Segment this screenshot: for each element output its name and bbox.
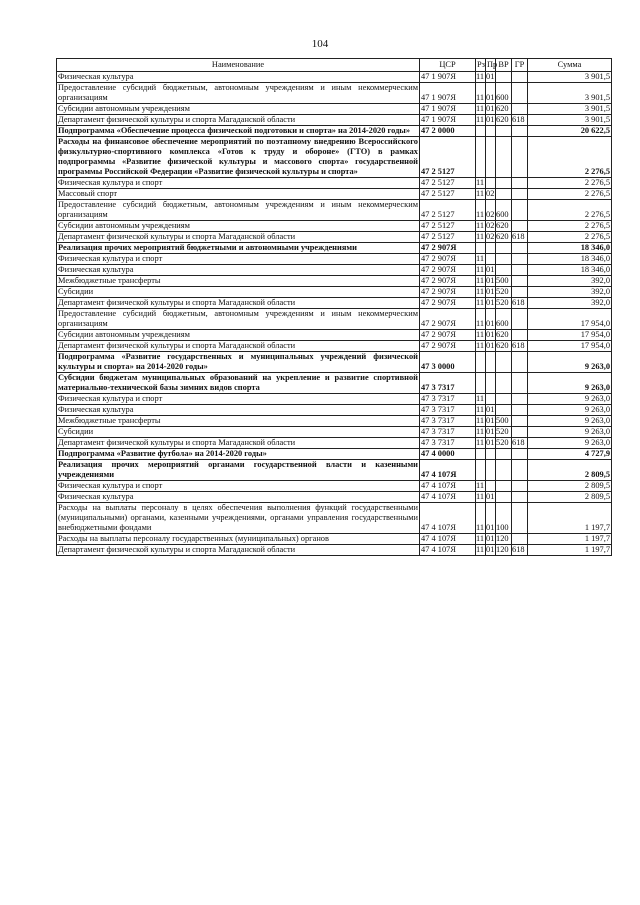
cell-name: Реализация прочих мероприятий бюджетными и автономными учреждениями	[57, 243, 420, 254]
cell-gr	[512, 137, 528, 178]
table-row	[57, 243, 612, 254]
cell-pr: 01	[486, 298, 495, 307]
cell-csr: 47 1 907Я	[420, 115, 476, 126]
cell-sum: 392,0	[528, 276, 612, 287]
table-row	[57, 427, 612, 438]
cell-pr	[486, 254, 496, 265]
page-number: 104	[311, 38, 329, 50]
cell-pr: 01	[486, 341, 495, 350]
cell-gr	[512, 72, 528, 83]
cell-name: Департамент физической культуры и спорта Магаданской области	[57, 438, 420, 449]
cell-csr: 47 3 7317	[420, 405, 476, 416]
cell-csr: 47 3 7317	[420, 394, 476, 405]
cell-name: Подпрограмма «Обеспечение процесса физической подготовки и спорта» на 2014-2020 годы»	[57, 126, 420, 137]
cell-pr	[486, 243, 496, 254]
cell-rz: 11	[476, 427, 485, 436]
cell-csr: 47 2 907Я	[420, 243, 476, 254]
cell-sum: 3 901,5	[528, 72, 612, 83]
cell-vr	[496, 405, 512, 416]
cell-csr: 47 4 0000	[420, 449, 476, 460]
cell-rz: 11	[476, 265, 485, 274]
column-header-vr: ВР	[496, 59, 512, 72]
cell-vr: 620	[496, 232, 512, 243]
column-header-gr: ГР	[512, 59, 528, 72]
cell-sum: 2 276,5	[528, 189, 612, 200]
cell-csr: 47 2 0000	[420, 126, 476, 137]
cell-rz: 11	[476, 492, 485, 501]
table-row	[57, 83, 612, 104]
cell-gr	[512, 126, 528, 137]
table-row	[57, 189, 612, 200]
cell-name: Расходы на финансовое обеспечение мероприятий по поэтапному внедрению Всероссийского физкультурно-спортивного комплекса «Готов к труду и обороне» (ГТО) в рамках подпрограммы «Развитие физической культуры и массового спорта» государственной программы Российской Федерации «Развитие физической культуры и спорта»	[58, 137, 418, 176]
cell-gr	[512, 265, 528, 276]
cell-csr: 47 2 907Я	[420, 309, 476, 330]
cell-vr: 620	[496, 221, 512, 232]
cell-rz: 11	[476, 83, 486, 104]
table-row	[57, 545, 612, 556]
cell-gr	[512, 394, 528, 405]
cell-sum: 392,0	[528, 298, 612, 309]
table-row	[57, 438, 612, 449]
cell-vr: 620	[496, 115, 512, 126]
cell-rz: 11	[476, 503, 486, 534]
cell-sum: 18 346,0	[528, 265, 612, 276]
cell-pr: 01	[486, 545, 495, 554]
cell-gr	[512, 373, 528, 394]
cell-csr: 47 2 907Я	[420, 265, 476, 276]
table-row	[57, 232, 612, 243]
cell-rz	[476, 243, 486, 254]
cell-vr: 120	[496, 545, 512, 556]
cell-pr	[486, 449, 496, 460]
cell-name: Департамент физической культуры и спорта Магаданской области	[57, 341, 420, 352]
cell-pr	[486, 178, 496, 189]
table-row	[57, 221, 612, 232]
cell-gr	[512, 330, 528, 341]
cell-name: Департамент физической культуры и спорта Магаданской области	[57, 115, 420, 126]
cell-sum: 17 954,0	[528, 341, 612, 352]
cell-vr: 100	[496, 503, 512, 534]
cell-rz	[476, 460, 486, 481]
cell-sum: 9 263,0	[528, 373, 612, 394]
cell-sum: 2 276,5	[528, 200, 612, 221]
cell-csr: 47 2 907Я	[420, 287, 476, 298]
cell-sum: 1 197,7	[528, 545, 612, 556]
cell-pr	[486, 137, 496, 178]
cell-gr	[512, 287, 528, 298]
cell-rz: 11	[476, 287, 485, 296]
cell-name: Департамент физической культуры и спорта Магаданской области	[57, 298, 420, 309]
cell-csr: 47 4 107Я	[420, 492, 476, 503]
column-header-csr: ЦСР	[420, 59, 476, 72]
cell-gr	[512, 254, 528, 265]
table-row	[57, 126, 612, 137]
cell-rz: 11	[476, 341, 485, 350]
cell-gr: 618	[512, 341, 528, 352]
cell-rz: 11	[476, 330, 485, 339]
cell-name: Субсидии автономным учреждениям	[57, 104, 420, 115]
table-row	[57, 492, 612, 503]
table-row	[57, 330, 612, 341]
cell-gr	[512, 534, 528, 545]
cell-rz: 11	[476, 200, 486, 221]
cell-gr	[512, 83, 528, 104]
cell-gr	[512, 427, 528, 438]
cell-vr	[496, 460, 512, 481]
cell-sum: 9 263,0	[528, 352, 612, 373]
cell-csr: 47 2 907Я	[420, 276, 476, 287]
cell-gr: 618	[512, 438, 528, 449]
cell-vr	[496, 265, 512, 276]
table-row	[57, 200, 612, 221]
cell-csr: 47 2 907Я	[420, 254, 476, 265]
table-row	[57, 309, 612, 330]
cell-csr: 47 4 107Я	[420, 545, 476, 556]
table-row	[57, 341, 612, 352]
cell-rz: 11	[476, 276, 485, 285]
cell-sum: 2 809,5	[528, 481, 612, 492]
cell-name: Субсидии	[57, 427, 420, 438]
cell-vr	[496, 178, 512, 189]
cell-name: Физическая культура и спорт	[57, 254, 420, 265]
cell-rz	[476, 137, 486, 178]
table-row	[57, 178, 612, 189]
cell-name: Расходы на выплаты персоналу в целях обеспечения выполнения функций государственными (муниципальными) органами, казенными учреждениями, органами управления государственными внебюджетными фондами	[58, 503, 418, 532]
cell-csr: 47 2 5127	[420, 137, 476, 178]
cell-vr	[496, 492, 512, 503]
cell-name: Физическая культура и спорт	[57, 481, 420, 492]
table-row	[57, 373, 612, 394]
cell-sum: 20 622,5	[528, 126, 612, 137]
cell-sum: 9 263,0	[528, 394, 612, 405]
cell-name: Массовый спорт	[57, 189, 420, 200]
cell-name: Департамент физической культуры и спорта Магаданской области	[57, 232, 420, 243]
column-header-name: Наименование	[57, 59, 420, 72]
cell-name: Реализация прочих мероприятий органами государственной власти и казенными учреждениями	[58, 460, 418, 479]
cell-gr	[512, 178, 528, 189]
cell-csr: 47 2 5127	[420, 189, 476, 200]
cell-csr: 47 1 907Я	[420, 72, 476, 83]
cell-pr	[486, 460, 496, 481]
cell-sum: 392,0	[528, 287, 612, 298]
cell-pr: 01	[486, 503, 496, 534]
cell-pr: 02	[486, 221, 495, 230]
cell-sum: 3 901,5	[528, 104, 612, 115]
cell-pr	[486, 394, 496, 405]
cell-gr	[512, 276, 528, 287]
cell-name: Предоставление субсидий бюджетным, автономным учреждениям и иным некоммерческим организациям	[58, 200, 418, 219]
cell-csr: 47 3 7317	[420, 427, 476, 438]
table-row	[57, 72, 612, 83]
cell-pr: 01	[486, 276, 495, 285]
cell-name: Субсидии автономным учреждениям	[57, 330, 420, 341]
cell-pr: 02	[486, 200, 496, 221]
cell-sum: 3 901,5	[528, 115, 612, 126]
cell-sum: 17 954,0	[528, 330, 612, 341]
column-header-sum: Сумма	[528, 59, 612, 72]
cell-vr: 600	[496, 83, 512, 104]
column-header-rz: Рз	[476, 59, 486, 72]
cell-rz: 11	[476, 534, 485, 543]
cell-rz: 11	[476, 545, 485, 554]
cell-rz: 11	[476, 405, 485, 414]
table-row	[57, 503, 612, 534]
cell-vr: 600	[496, 200, 512, 221]
cell-name: Физическая культура и спорт	[57, 178, 420, 189]
cell-sum: 9 263,0	[528, 416, 612, 427]
cell-sum: 18 346,0	[528, 254, 612, 265]
cell-gr: 618	[512, 232, 528, 243]
cell-csr: 47 3 7317	[420, 416, 476, 427]
cell-rz: 11	[476, 178, 485, 187]
cell-vr: 600	[496, 309, 512, 330]
cell-sum: 4 727,9	[528, 449, 612, 460]
cell-csr: 47 3 0000	[420, 352, 476, 373]
table-row	[57, 405, 612, 416]
cell-vr: 520	[496, 438, 512, 449]
cell-csr: 47 2 907Я	[420, 330, 476, 341]
cell-name: Субсидии автономным учреждениям	[57, 221, 420, 232]
cell-rz: 11	[476, 72, 485, 81]
cell-vr	[496, 189, 512, 200]
table-row	[57, 115, 612, 126]
cell-pr: 01	[486, 330, 495, 339]
cell-vr: 520	[496, 427, 512, 438]
cell-vr: 120	[496, 534, 512, 545]
cell-vr	[496, 254, 512, 265]
cell-vr: 500	[496, 276, 512, 287]
cell-name: Субсидии	[57, 287, 420, 298]
cell-name: Физическая культура	[57, 492, 420, 503]
cell-pr	[486, 373, 496, 394]
cell-pr: 01	[486, 427, 495, 436]
cell-csr: 47 4 107Я	[420, 534, 476, 545]
cell-pr: 01	[486, 492, 495, 501]
cell-rz: 11	[476, 221, 485, 230]
cell-sum: 3 901,5	[528, 83, 612, 104]
cell-gr	[512, 309, 528, 330]
cell-csr: 47 2 5127	[420, 221, 476, 232]
cell-pr: 01	[486, 115, 495, 124]
cell-pr: 01	[486, 83, 496, 104]
cell-rz: 11	[476, 115, 485, 124]
cell-vr	[496, 481, 512, 492]
cell-pr: 01	[486, 438, 495, 447]
cell-vr: 520	[496, 298, 512, 309]
cell-pr: 01	[486, 534, 495, 543]
cell-vr	[496, 394, 512, 405]
cell-csr: 47 3 7317	[420, 373, 476, 394]
cell-name: Подпрограмма «Развитие футбола» на 2014-2020 годы»	[57, 449, 420, 460]
cell-gr	[512, 189, 528, 200]
cell-rz	[476, 449, 486, 460]
table-row	[57, 137, 612, 178]
cell-vr	[496, 243, 512, 254]
cell-pr	[486, 481, 496, 492]
cell-sum: 1 197,7	[528, 503, 612, 534]
cell-sum: 2 809,5	[528, 460, 612, 481]
cell-pr: 01	[486, 309, 496, 330]
cell-vr: 620	[496, 341, 512, 352]
column-header-pr: Пр	[486, 59, 496, 72]
table-row	[57, 287, 612, 298]
table-body	[57, 72, 612, 556]
cell-name: Предоставление субсидий бюджетным, автономным учреждениям и иным некоммерческим организациям	[58, 83, 418, 102]
cell-gr	[512, 104, 528, 115]
cell-gr	[512, 416, 528, 427]
cell-rz	[476, 352, 486, 373]
cell-sum: 18 346,0	[528, 243, 612, 254]
cell-name: Расходы на выплаты персоналу государственных (муниципальных) органов	[57, 534, 420, 545]
cell-sum: 1 197,7	[528, 534, 612, 545]
cell-sum: 17 954,0	[528, 309, 612, 330]
table-row	[57, 460, 612, 481]
cell-vr	[496, 449, 512, 460]
cell-gr: 618	[512, 115, 528, 126]
cell-vr: 500	[496, 416, 512, 427]
cell-sum: 2 276,5	[528, 221, 612, 232]
cell-rz	[476, 373, 486, 394]
cell-sum: 9 263,0	[528, 405, 612, 416]
cell-vr	[496, 373, 512, 394]
cell-rz: 11	[476, 189, 485, 198]
cell-name: Субсидии бюджетам муниципальных образований на укрепление и развитие спортивной материально-технической базы зимних видов спорта	[58, 373, 418, 392]
cell-sum: 2 809,5	[528, 492, 612, 503]
cell-rz: 11	[476, 438, 485, 447]
table-row	[57, 352, 612, 373]
cell-pr: 01	[486, 72, 495, 81]
cell-gr	[512, 449, 528, 460]
cell-gr	[512, 405, 528, 416]
cell-name: Физическая культура и спорт	[57, 394, 420, 405]
cell-rz: 11	[476, 309, 486, 330]
cell-csr: 47 4 107Я	[420, 503, 476, 534]
cell-pr: 01	[486, 104, 495, 113]
table-row	[57, 534, 612, 545]
cell-csr: 47 2 5127	[420, 178, 476, 189]
cell-pr: 01	[486, 287, 495, 296]
cell-gr	[512, 503, 528, 534]
budget-table	[56, 58, 612, 556]
table-row	[57, 394, 612, 405]
cell-pr: 01	[486, 265, 495, 274]
table-row	[57, 416, 612, 427]
table-row	[57, 449, 612, 460]
cell-pr: 02	[486, 232, 495, 241]
cell-name: Департамент физической культуры и спорта Магаданской области	[57, 545, 420, 556]
cell-vr: 620	[496, 104, 512, 115]
cell-pr: 01	[486, 405, 495, 414]
cell-name: Подпрограмма «Развитие государственных и муниципальных учреждений физической культуры и спорта» на 2014-2020 годы»	[58, 352, 418, 371]
cell-csr: 47 2 5127	[420, 200, 476, 221]
cell-gr	[512, 243, 528, 254]
cell-rz: 11	[476, 232, 485, 241]
cell-rz: 11	[476, 481, 485, 490]
cell-sum: 2 276,5	[528, 137, 612, 178]
cell-vr: 620	[496, 330, 512, 341]
cell-name: Предоставление субсидий бюджетным, автономным учреждениям и иным некоммерческим организациям	[58, 309, 418, 328]
table-row	[57, 298, 612, 309]
cell-gr	[512, 492, 528, 503]
cell-pr: 01	[486, 416, 495, 425]
cell-vr	[496, 72, 512, 83]
cell-sum: 2 276,5	[528, 232, 612, 243]
cell-pr: 02	[486, 189, 495, 198]
table-row	[57, 276, 612, 287]
cell-rz	[476, 126, 486, 137]
table-row	[57, 481, 612, 492]
cell-gr	[512, 352, 528, 373]
cell-gr: 618	[512, 298, 528, 309]
cell-gr	[512, 460, 528, 481]
cell-csr: 47 1 907Я	[420, 104, 476, 115]
cell-vr: 520	[496, 287, 512, 298]
cell-gr	[512, 200, 528, 221]
cell-name: Межбюджетные трансферты	[57, 276, 420, 287]
cell-rz: 11	[476, 416, 485, 425]
cell-name: Физическая культура	[57, 265, 420, 276]
cell-rz: 11	[476, 254, 485, 263]
cell-sum: 2 276,5	[528, 178, 612, 189]
cell-csr: 47 1 907Я	[420, 83, 476, 104]
cell-gr: 618	[512, 545, 528, 556]
cell-rz: 11	[476, 104, 485, 113]
cell-csr: 47 2 907Я	[420, 341, 476, 352]
table-row	[57, 265, 612, 276]
table-row	[57, 104, 612, 115]
table-row	[57, 254, 612, 265]
cell-name: Межбюджетные трансферты	[57, 416, 420, 427]
cell-rz: 11	[476, 394, 485, 403]
cell-csr: 47 4 107Я	[420, 481, 476, 492]
cell-csr: 47 2 907Я	[420, 298, 476, 309]
cell-vr	[496, 352, 512, 373]
cell-gr	[512, 481, 528, 492]
cell-pr	[486, 352, 496, 373]
cell-vr	[496, 137, 512, 178]
cell-name: Физическая культура	[57, 72, 420, 83]
cell-rz: 11	[476, 298, 485, 307]
cell-sum: 9 263,0	[528, 438, 612, 449]
header-row	[57, 59, 612, 72]
cell-sum: 9 263,0	[528, 427, 612, 438]
cell-csr: 47 4 107Я	[420, 460, 476, 481]
cell-vr	[496, 126, 512, 137]
cell-csr: 47 2 5127	[420, 232, 476, 243]
cell-gr	[512, 221, 528, 232]
cell-name: Физическая культура	[57, 405, 420, 416]
cell-pr	[486, 126, 496, 137]
cell-csr: 47 3 7317	[420, 438, 476, 449]
